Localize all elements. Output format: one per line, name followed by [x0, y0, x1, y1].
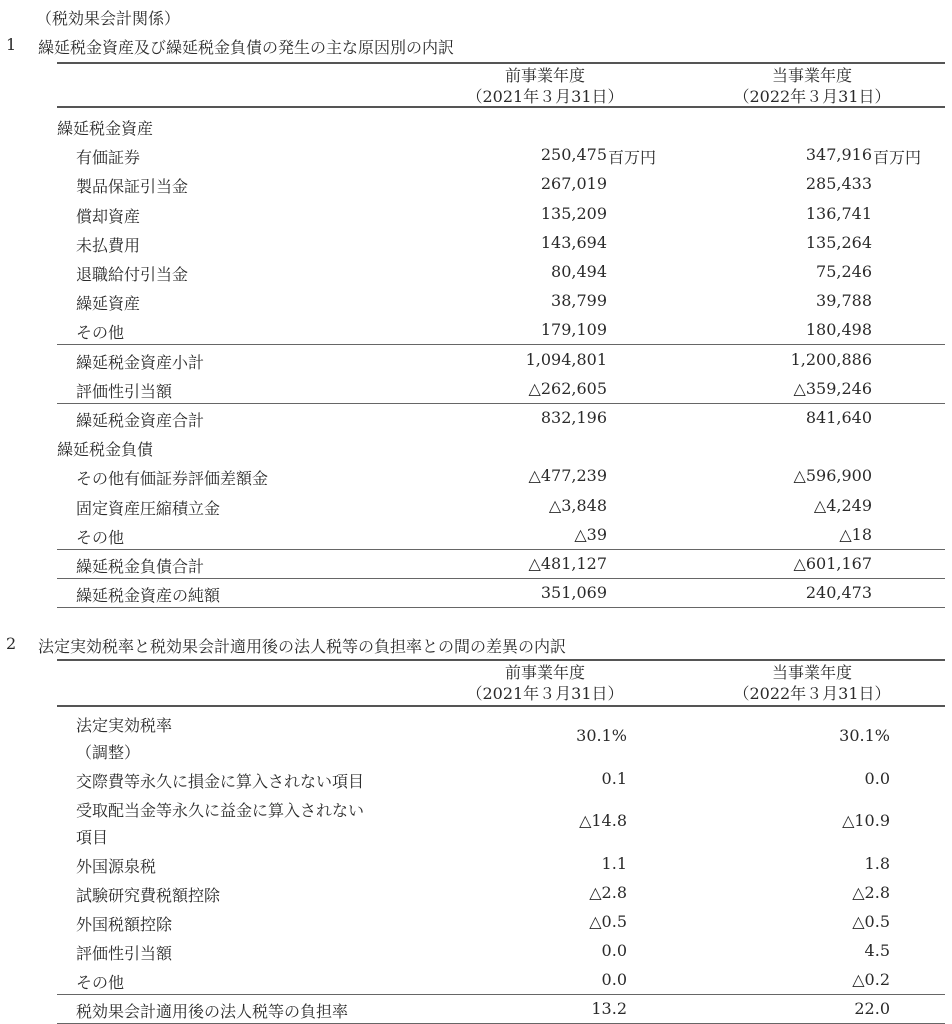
- row-label: 繰延税金負債: [57, 440, 154, 460]
- value-current: △359,246: [793, 378, 872, 398]
- table-row: [57, 461, 945, 490]
- row-label: 評価性引当額: [76, 944, 173, 963]
- table-row: [57, 315, 945, 345]
- col-label: 前事業年度: [504, 663, 585, 682]
- row-label: 繰延税金資産小計: [76, 352, 205, 372]
- value-prior: 0.0: [601, 970, 627, 989]
- section1-title: 繰延税金資産及び繰延税金負債の発生の主な原因別の内訳: [38, 38, 455, 57]
- unit-current: 百万円: [873, 148, 922, 168]
- row-label: 外国税額控除: [76, 915, 173, 934]
- table-row: [57, 520, 945, 550]
- value-current: △18: [839, 524, 872, 544]
- table-row: [57, 578, 945, 608]
- value-current: 0.0: [864, 769, 890, 788]
- value-current: 75,246: [816, 262, 872, 281]
- value-prior: △39: [574, 524, 607, 544]
- value-current: 841,640: [805, 408, 872, 427]
- section1-number: 1: [6, 35, 17, 54]
- row-label: 繰延税金負債合計: [76, 557, 205, 576]
- section2-title: 法定実効税率と税効果会計適用後の法人税等の負担率との間の差異の内訳: [38, 637, 567, 656]
- value-current: △596,900: [793, 466, 872, 486]
- section2-number: 2: [6, 634, 17, 653]
- col-label: 当事業年度: [771, 663, 852, 682]
- row-label: 税効果会計適用後の法人税等の負担率: [76, 1002, 349, 1021]
- row-label: その他: [76, 323, 125, 343]
- value-prior: △14.8: [579, 811, 627, 830]
- table-row: [57, 257, 945, 286]
- table-row: [57, 140, 945, 169]
- divider: [57, 705, 945, 707]
- divider: [57, 659, 945, 661]
- table-row: [57, 549, 945, 579]
- section1-col2-header: [712, 65, 912, 107]
- section-heading: （税効果会計関係）: [36, 9, 181, 28]
- table-row: [57, 708, 945, 764]
- value-current: 240,473: [805, 583, 872, 603]
- row-label: 未払費用: [76, 235, 141, 255]
- value-current: △10.9: [842, 811, 890, 830]
- value-current: △0.2: [852, 970, 890, 989]
- divider: [57, 62, 945, 64]
- value-prior: 135,209: [540, 203, 607, 223]
- row-label: 法定実効税率: [76, 716, 173, 735]
- value-current: 136,741: [805, 203, 872, 223]
- value-prior: 13.2: [591, 999, 627, 1018]
- value-current: △2.8: [852, 883, 890, 902]
- value-prior: 250,475: [540, 145, 607, 165]
- row-label-continued: 項目: [76, 828, 109, 847]
- value-current: 285,433: [805, 174, 872, 194]
- value-prior: 267,019: [540, 174, 607, 194]
- row-label: 試験研究費税額控除: [76, 886, 221, 905]
- table-row: [57, 169, 945, 198]
- table-row: [57, 228, 945, 257]
- value-prior: △262,605: [528, 378, 607, 398]
- table-row: [57, 965, 945, 995]
- value-current: 1,200,886: [790, 349, 872, 369]
- row-label: 償却資産: [76, 206, 141, 226]
- row-label-continued: （調整）: [76, 743, 141, 762]
- row-label: その他有価証券評価差額金: [76, 469, 269, 489]
- value-current: 39,788: [816, 291, 872, 311]
- table-row: [57, 374, 945, 404]
- value-prior: 1,094,801: [525, 349, 607, 369]
- table-row: [57, 345, 945, 374]
- row-label: 交際費等永久に損金に算入されない項目: [76, 772, 365, 791]
- value-current: 1.8: [864, 854, 890, 873]
- divider: [57, 106, 945, 108]
- value-prior: 0.0: [601, 941, 627, 960]
- value-prior: 1.1: [601, 854, 627, 873]
- value-current: 347,916: [805, 145, 872, 165]
- row-label: 退職給付引当金: [76, 265, 189, 284]
- row-label: 受取配当金等永久に益金に算入されない: [76, 801, 365, 820]
- table-row: [57, 403, 945, 432]
- value-prior: △481,127: [528, 554, 607, 573]
- table-row: [57, 286, 945, 315]
- value-prior: 143,694: [540, 232, 607, 252]
- row-label: その他: [76, 973, 125, 992]
- table-row: [57, 793, 945, 849]
- row-label: 繰延税金資産: [57, 119, 154, 138]
- row-label: 繰延資産: [76, 294, 141, 314]
- table-row: [57, 994, 945, 1024]
- row-label: 評価性引当額: [76, 381, 173, 401]
- value-prior: 179,109: [540, 320, 607, 340]
- value-current: 30.1%: [839, 726, 890, 745]
- row-label: 固定資産圧縮積立金: [76, 498, 221, 518]
- value-prior: △3,848: [548, 495, 607, 515]
- table-row: [57, 907, 945, 936]
- row-label: 繰延税金資産合計: [76, 411, 205, 430]
- table-row: [57, 111, 945, 140]
- row-label: 外国源泉税: [76, 857, 157, 876]
- value-prior: 351,069: [540, 583, 607, 603]
- table-row: [57, 491, 945, 520]
- value-current: △601,167: [793, 554, 872, 573]
- value-current: 4.5: [864, 941, 890, 960]
- section1-col1-header: [445, 65, 645, 107]
- row-label: 製品保証引当金: [76, 177, 189, 197]
- value-prior: 0.1: [601, 769, 627, 788]
- row-label: 繰延税金資産の純額: [76, 586, 221, 606]
- row-label: 有価証券: [76, 148, 141, 168]
- value-current: △4,249: [813, 495, 872, 515]
- table-row: [57, 936, 945, 965]
- table-row: [57, 432, 945, 461]
- value-current: △0.5: [852, 912, 890, 931]
- table-row: [57, 764, 945, 793]
- table-row: [57, 849, 945, 878]
- col-date: （2021年３月31日）: [466, 684, 624, 703]
- section2-col2-header: [712, 662, 912, 704]
- col-date: （2021年３月31日）: [466, 87, 624, 106]
- value-prior: △477,239: [528, 466, 607, 486]
- section2-col1-header: [445, 662, 645, 704]
- value-prior: △2.8: [589, 883, 627, 902]
- value-prior: 30.1%: [576, 726, 627, 745]
- value-prior: 80,494: [551, 262, 607, 281]
- value-prior: △0.5: [589, 912, 627, 931]
- col-label: 前事業年度: [504, 66, 585, 85]
- col-date: （2022年３月31日）: [733, 87, 891, 106]
- row-label: その他: [76, 527, 125, 547]
- table-row: [57, 199, 945, 228]
- value-prior: 832,196: [540, 408, 607, 427]
- value-current: 22.0: [854, 999, 890, 1018]
- unit-prior: 百万円: [608, 148, 657, 168]
- value-prior: 38,799: [551, 291, 607, 311]
- col-date: （2022年３月31日）: [733, 684, 891, 703]
- value-current: 135,264: [805, 232, 872, 252]
- table-row: [57, 878, 945, 907]
- col-label: 当事業年度: [771, 66, 852, 85]
- value-current: 180,498: [805, 320, 872, 340]
